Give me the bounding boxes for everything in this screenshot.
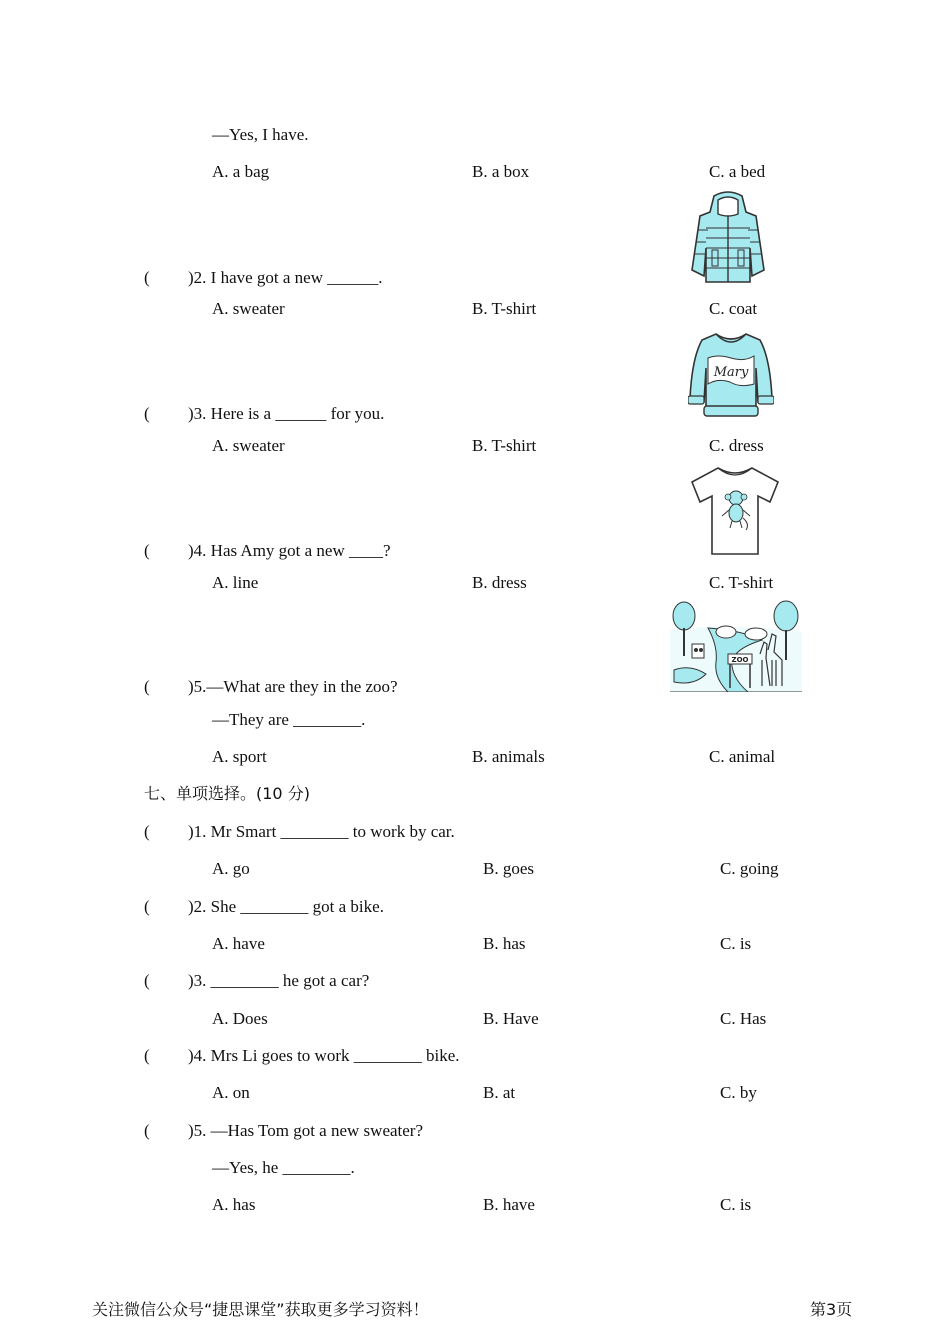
zoo-sign-text: ZOO	[731, 656, 749, 664]
section-7-heading: 七、单项选择。(10 分)	[144, 784, 310, 803]
q5-option-b[interactable]: B. animals	[472, 747, 545, 766]
s7-q3-stem: )3. ________ he got a car?	[188, 971, 370, 990]
s7-q1-option-a[interactable]: A. go	[212, 859, 250, 878]
q3-option-a[interactable]: A. sweater	[212, 436, 285, 455]
q2-option-b[interactable]: B. T-shirt	[472, 299, 537, 318]
footer-promo: 关注微信公众号“捷思课堂”获取更多学习资料！	[92, 1300, 429, 1319]
q2-option-a[interactable]: A. sweater	[212, 299, 285, 318]
q4-option-a[interactable]: A. line	[212, 573, 259, 592]
s7-q4-stem: )4. Mrs Li goes to work ________ bike.	[188, 1046, 460, 1065]
q5-stem: )5.—What are they in the zoo?	[188, 677, 398, 696]
zoo-icon	[670, 600, 802, 692]
q5-option-c[interactable]: C. animal	[709, 747, 776, 766]
coat-icon	[688, 190, 768, 286]
s7-q2-option-b[interactable]: B. has	[483, 934, 526, 953]
s7-q3-option-a[interactable]: A. Does	[212, 1009, 268, 1028]
q4-option-c[interactable]: C. T-shirt	[709, 573, 774, 592]
s7-q4-option-b[interactable]: B. at	[483, 1083, 516, 1102]
sweater-mary-text: Mary	[713, 365, 749, 380]
q1-option-a[interactable]: A. a bag	[212, 162, 270, 181]
s7-q4-paren: (	[144, 1046, 150, 1065]
q5-answer-line: —They are ________.	[212, 710, 366, 729]
q4-stem: )4. Has Amy got a new ____?	[188, 541, 391, 560]
q3-paren: (	[144, 404, 150, 423]
q1-answer-line: —Yes, I have.	[212, 125, 309, 144]
s7-q3-paren: (	[144, 971, 150, 990]
q2-stem: )2. I have got a new ______.	[188, 268, 383, 287]
page-number: 第3页	[810, 1300, 853, 1319]
sweater-icon	[688, 328, 774, 420]
q3-stem: )3. Here is a ______ for you.	[188, 404, 385, 423]
s7-q1-option-b[interactable]: B. goes	[483, 859, 534, 878]
s7-q5-paren: (	[144, 1121, 150, 1140]
s7-q5-option-a[interactable]: A. has	[212, 1195, 256, 1214]
q3-option-b[interactable]: B. T-shirt	[472, 436, 537, 455]
s7-q3-option-b[interactable]: B. Have	[483, 1009, 539, 1028]
s7-q3-option-c[interactable]: C. Has	[720, 1009, 767, 1028]
s7-q2-option-c[interactable]: C. is	[720, 934, 752, 953]
s7-q1-stem: )1. Mr Smart ________ to work by car.	[188, 822, 455, 841]
q3-option-c[interactable]: C. dress	[709, 436, 764, 455]
s7-q4-option-a[interactable]: A. on	[212, 1083, 250, 1102]
q2-option-c[interactable]: C. coat	[709, 299, 758, 318]
s7-q1-paren: (	[144, 822, 150, 841]
q2-paren: (	[144, 268, 150, 287]
q1-option-b[interactable]: B. a box	[472, 162, 530, 181]
q4-option-b[interactable]: B. dress	[472, 573, 527, 592]
tshirt-icon	[688, 464, 782, 558]
s7-q5-answer-line: —Yes, he ________.	[212, 1158, 355, 1177]
q5-paren: (	[144, 677, 150, 696]
q1-option-c[interactable]: C. a bed	[709, 162, 766, 181]
s7-q5-option-b[interactable]: B. have	[483, 1195, 535, 1214]
s7-q1-option-c[interactable]: C. going	[720, 859, 779, 878]
s7-q2-paren: (	[144, 897, 150, 916]
q4-paren: (	[144, 541, 150, 560]
q5-option-a[interactable]: A. sport	[212, 747, 267, 766]
s7-q2-option-a[interactable]: A. have	[212, 934, 265, 953]
s7-q5-option-c[interactable]: C. is	[720, 1195, 752, 1214]
s7-q5-stem: )5. —Has Tom got a new sweater?	[188, 1121, 424, 1140]
s7-q2-stem: )2. She ________ got a bike.	[188, 897, 384, 916]
s7-q4-option-c[interactable]: C. by	[720, 1083, 757, 1102]
